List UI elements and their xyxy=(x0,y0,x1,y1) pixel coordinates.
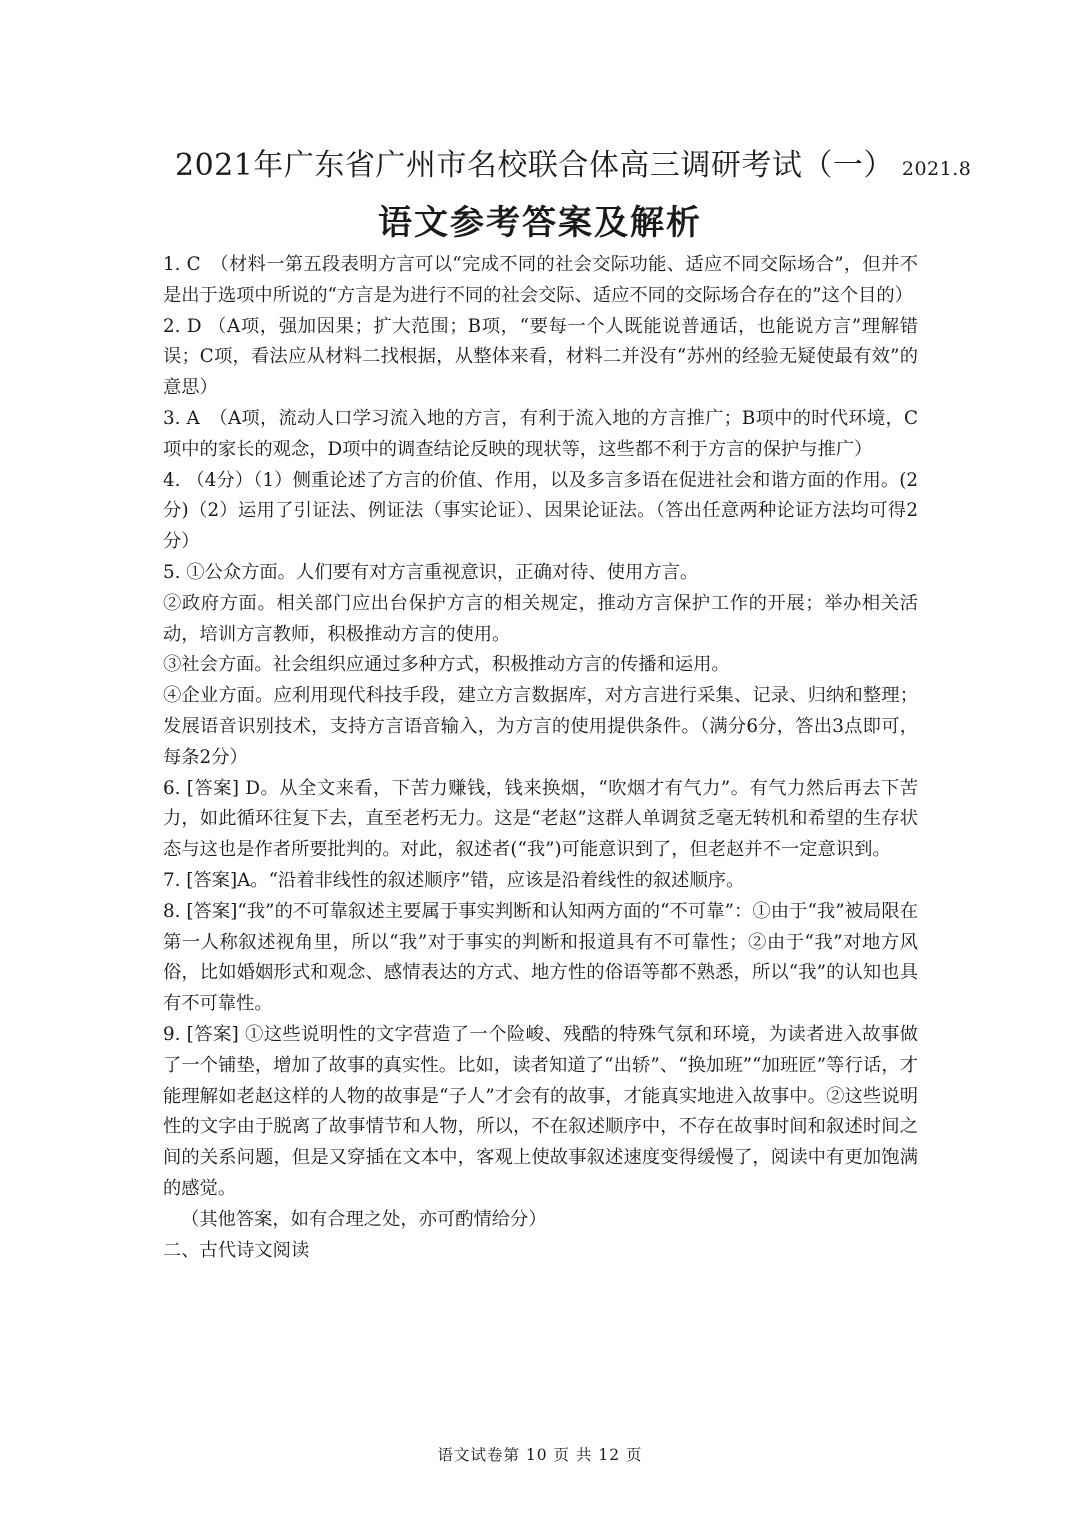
section-heading: 二、古代诗文阅读 xyxy=(163,1239,310,1261)
scoring-note: （其他答案，如有合理之处，亦可酌情给分） xyxy=(181,1208,547,1230)
answer-5-point-2: ②政府方面。相关部门应出台保护方言的相关规定，推动方言保护工作的开展；举办相关活动，培训方言教师，积极推动方言的使用。 xyxy=(163,592,918,645)
answer-4: 4. （4分）（1）侧重论述了方言的价值、作用，以及多言多语在促进社会和谐方面的作用。(2分)（2）运用了引证法、例证法（事实论证）、因果论证法。（答出任意两种论证方法均可得2分） xyxy=(163,469,918,553)
answer-5-point-4: ④企业方面。应利用现代科技手段，建立方言数据库，对方言进行采集、记录、归纳和整理；发展语音识别技术，支持方言语音输入，为方言的使用提供条件。（满分6分，答出3点即可，每条2分） xyxy=(163,685,918,768)
answer-7: 7. [答案]A。“沿着非线性的叙述顺序”错，应该是沿着线性的叙述顺序。 xyxy=(163,869,745,891)
answer-6: 6. [答案] D。从全文来看，下苦力赚钱，钱来换烟，“吹烟才有气力”。有气力然后再去下苦力，如此循环往复下去，直至老朽无力。这是“老赵”这群人单调贫乏毫无转机和希望的生存状态与这也是作者所要批判的。对此，叙述者(“我”)可能意识到了，但老赵并不一定意识到。 xyxy=(163,777,918,861)
answer-body xyxy=(163,250,918,1266)
answer-5-point-3: ③社会方面。社会组织应通过多种方式，积极推动方言的传播和运用。 xyxy=(163,654,730,676)
answer-1: 1. C （材料一第五段表明方言可以“完成不同的社会交际功能、适应不同交际场合”，但并不是出于选项中所说的“方言是为进行不同的社会交际、适应不同的交际场合存在的”这个目的） xyxy=(163,254,918,306)
answer-3: 3. A （A项，流动人口学习流入地的方言，有利于流入地的方言推广；B项中的时代环境，C项中的家长的观念，D项中的调查结论反映的现状等，这些都不利于方言的保护与推广） xyxy=(163,407,918,460)
answer-5-point-1: 5. ①公众方面。人们要有对方言重视意识，正确对待、使用方言。 xyxy=(163,561,699,583)
page-subtitle: 语文参考答案及解析 xyxy=(378,203,702,243)
answer-8: 8. [答案]“我”的不可靠叙述主要属于事实判断和认知两方面的“不可靠”：①由于“我”被局限在第一人称叙述视角里，所以“我”对于事实的判断和报道具有不可靠性；②由于“我”对地方风俗，比如婚姻形式和观念、感情表达的方式、地方性的俗语等都不熟悉，所以“我”的认知也具有不可靠性。 xyxy=(163,900,918,1015)
answer-2: 2. D （A项，强加因果；扩大范围；B项，“要每一个人既能说普通话，也能说方言”理解错误；C项，看法应从材料二找根据，从整体来看，材料二并没有“苏州的经验无疑使最有效”的意思） xyxy=(163,315,918,399)
answer-9: 9. [答案] ①这些说明性的文字营造了一个险峻、残酷的特殊气氛和环境，为读者进入故事做了一个铺垫，增加了故事的真实性。比如，读者知道了“出轿”、“换加班”“加班匠”等行话，才能理解如老赵这样的人物的故事是“子人”才会有的故事，才能真实地进入故事中。②这些说明性的文字由于脱离了故事情节和人物，所以，不在叙述顺序中，不存在故事时间和叙述时间之间的关系问题，但是又穿插在文本中，客观上使故事叙述速度变得缓慢了，阅读中有更加饱满的感觉。 xyxy=(163,1023,918,1199)
exam-title-text: 2021年广东省广州市名校联合体高三调研考试（一） xyxy=(175,148,894,183)
page-footer: 语文试卷第 10 页 共 12 页 xyxy=(437,1446,643,1464)
exam-date: 2021.8 xyxy=(901,158,972,180)
exam-title xyxy=(175,140,972,184)
